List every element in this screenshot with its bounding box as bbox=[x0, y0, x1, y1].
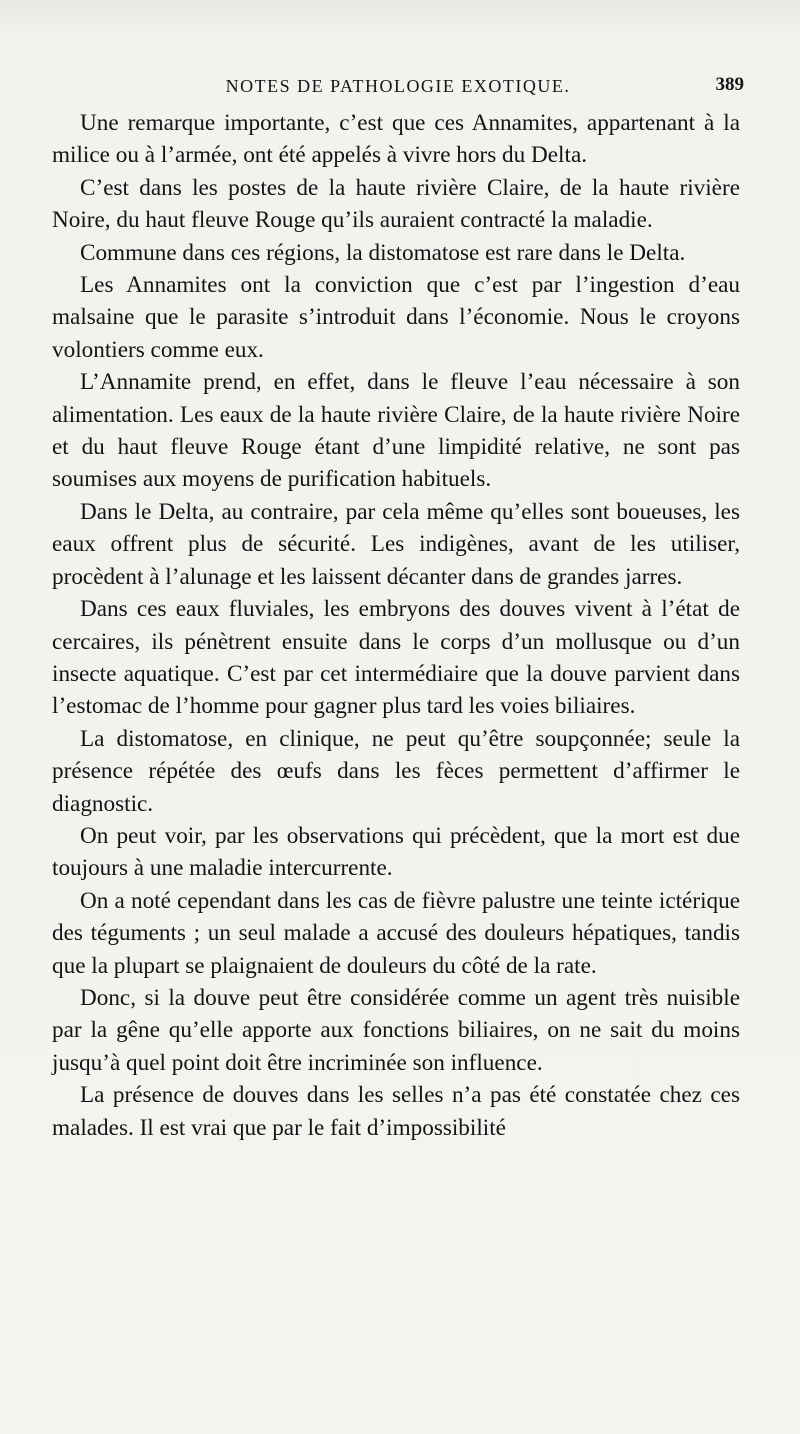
paragraph: Les Annamites ont la conviction que c’est par l’ingestion d’eau malsaine que le parasite s’introduit dans l’économie. Nous le croyons volontiers comme eux. bbox=[52, 272, 740, 363]
paragraph: On a noté cependant dans les cas de fièvre palustre une teinte ictérique des téguments ; un seul malade a accusé des douleurs hépatiques, tandis que la plupart se plaignaient de douleurs du côté de la rate. bbox=[52, 887, 740, 979]
running-head bbox=[56, 74, 744, 102]
running-title: NOTES DE PATHOLOGIE EXOTIQUE. bbox=[225, 76, 571, 96]
paragraph: La distomatose, en clinique, ne peut qu’être soupçonnée; seule la présence répétée des œufs dans les fèces permettent d’affirmer le diagnostic. bbox=[52, 725, 740, 817]
paragraph: Une remarque importante, c’est que ces Annamites, appartenant à la milice ou à l’armée, ont été appelés à vivre hors du Delta. bbox=[52, 110, 740, 169]
paragraph: On peut voir, par les observations qui précèdent, que la mort est due toujours à une maladie intercurrente. bbox=[52, 822, 740, 882]
body-text bbox=[52, 107, 740, 1144]
paragraph: Dans ces eaux fluviales, les embryons des douves vivent à l’état de cercaires, ils pénètrent ensuite dans le corps d’un mollusque ou d’un insecte aquatique. C’est par cet intermédiaire que la douve parvient dans l’estomac de l’homme pour gagner plus tard les voies biliaires. bbox=[52, 596, 740, 720]
page-number: 389 bbox=[715, 74, 744, 95]
paragraph: Commune dans ces régions, la distomatose est rare dans le Delta. bbox=[80, 239, 686, 266]
paragraph: C’est dans les postes de la haute rivière Claire, de la haute rivière Noire, du haut fleuve Rouge qu’ils auraient contracté la maladie. bbox=[52, 174, 740, 234]
paragraph: Dans le Delta, au contraire, par cela même qu’elles sont boueuses, les eaux offrent plus de sécurité. Les indigènes, avant de les utiliser, procèdent à l’alunage et les laissent décanter dans de grandes jarres. bbox=[52, 498, 740, 590]
paragraph: La présence de douves dans les selles n’a pas été constatée chez ces malades. Il est vrai que par le fait d’impossibilité bbox=[52, 1082, 740, 1141]
paragraph: Donc, si la douve peut être considérée comme un agent très nuisible par la gêne qu’elle apporte aux fonctions biliaires, on ne sait du moins jusqu’à quel point doit être incriminée son influence. bbox=[52, 984, 740, 1076]
paragraph: L’Annamite prend, en effet, dans le fleuve l’eau nécessaire à son alimentation. Les eaux de la haute rivière Claire, de la haute rivière Noire et du haut fleuve Rouge étant d’une limpidité relative, ne sont pas soumises aux moyens de purification habituels. bbox=[52, 369, 740, 493]
